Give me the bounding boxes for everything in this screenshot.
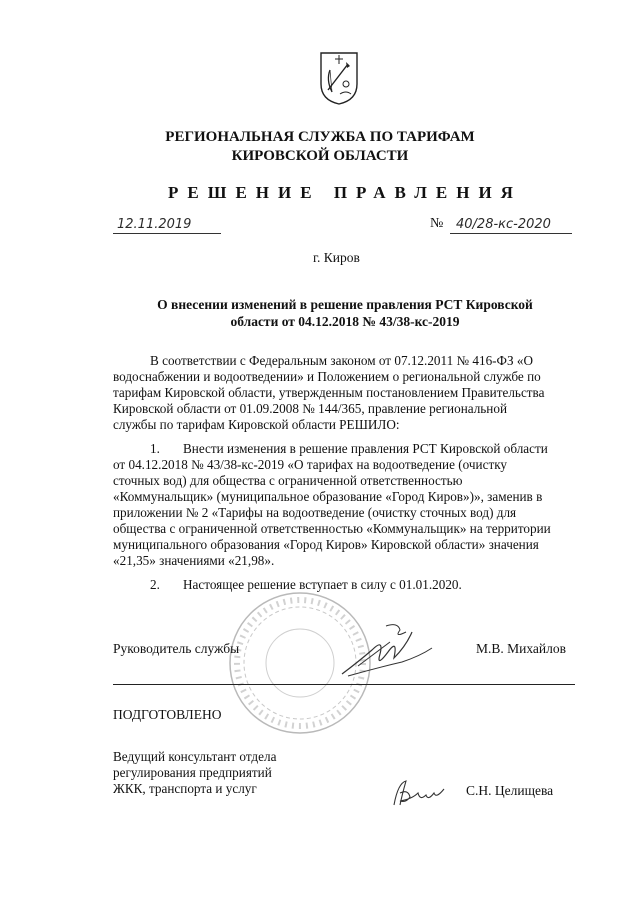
- signatory-name: М.В. Михайлов: [476, 641, 567, 656]
- preparer-position-line: регулирования предприятий: [113, 765, 272, 780]
- document-date: 12.11.2019: [117, 217, 192, 232]
- item1-line: Внести изменения в решение правления РСТ Кировской области: [183, 441, 548, 456]
- subject-line1: О внесении изменений в решение правления РСТ Кировской: [157, 297, 533, 312]
- head-signature-icon: [328, 618, 438, 680]
- prepared-label: ПОДГОТОВЛЕНО: [113, 707, 222, 722]
- item1-line: от 04.12.2018 № 43/38-кс-2019 «О тарифах на водоотведение (очистку: [113, 457, 508, 472]
- item1-line: сточных вод) для общества с ограниченной ответственностью: [113, 473, 463, 488]
- item2-text: Настоящее решение вступает в силу с 01.01.2020.: [183, 577, 462, 592]
- date-underline: [113, 233, 221, 234]
- preamble-line: Кировской области от 01.09.2008 № 144/365, правление региональной: [113, 401, 508, 416]
- item1-line: общества с ограниченной ответственностью «Коммунальщик» на территории: [113, 521, 551, 536]
- preparer-position-line: Ведущий консультант отдела: [113, 749, 277, 764]
- preamble-line: тарифам Кировской области, утвержденным постановлением Правительства: [113, 385, 545, 400]
- preparer-signature-icon: [388, 775, 450, 811]
- number-underline: [450, 233, 572, 234]
- preamble-line: В соответствии с Федеральным законом от 07.12.2011 № 416-ФЗ «О: [150, 353, 533, 368]
- document-number: 40/28-кс-2020: [456, 217, 551, 232]
- item1-text: [113, 441, 575, 569]
- preparer-name: С.Н. Целищева: [466, 783, 554, 798]
- coat-of-arms-icon: [318, 50, 360, 106]
- item1-line: муниципального образования «Город Киров» Кировской области» значения: [113, 537, 539, 552]
- preamble-line: водоснабжении и водоотведении» и Положением о региональной службе по: [113, 369, 541, 384]
- preamble-line: службы по тарифам Кировской области РЕШИЛО:: [113, 417, 400, 432]
- item2-number: 2.: [150, 577, 160, 592]
- item1-line: приложении № 2 «Тарифы на водоотведение (очистку сточных вод) для: [113, 505, 517, 520]
- preamble: [113, 353, 575, 433]
- document-subject: [130, 296, 560, 330]
- preparer-position: [113, 749, 276, 797]
- agency-name-line2: КИРОВСКОЙ ОБЛАСТИ: [231, 148, 409, 164]
- city: г. Киров: [313, 250, 360, 265]
- item1-line: «Коммунальщик» (муниципальное образование «Город Киров»)», заменив в: [113, 489, 543, 504]
- item1-line: «21,35» значениями «21,98».: [113, 553, 275, 568]
- document-type-title: РЕШЕНИЕ ПРАВЛЕНИЯ: [168, 183, 522, 202]
- agency-name-line1: РЕГИОНАЛЬНАЯ СЛУЖБА ПО ТАРИФАМ: [165, 129, 475, 145]
- signatory-position: Руководитель службы: [113, 641, 240, 656]
- separator-line: [113, 684, 575, 685]
- item1-number: 1.: [150, 441, 160, 456]
- subject-line2: области от 04.12.2018 № 43/38-кс-2019: [230, 314, 460, 329]
- number-sign: №: [430, 216, 444, 231]
- preparer-position-line: ЖКК, транспорта и услуг: [113, 781, 257, 796]
